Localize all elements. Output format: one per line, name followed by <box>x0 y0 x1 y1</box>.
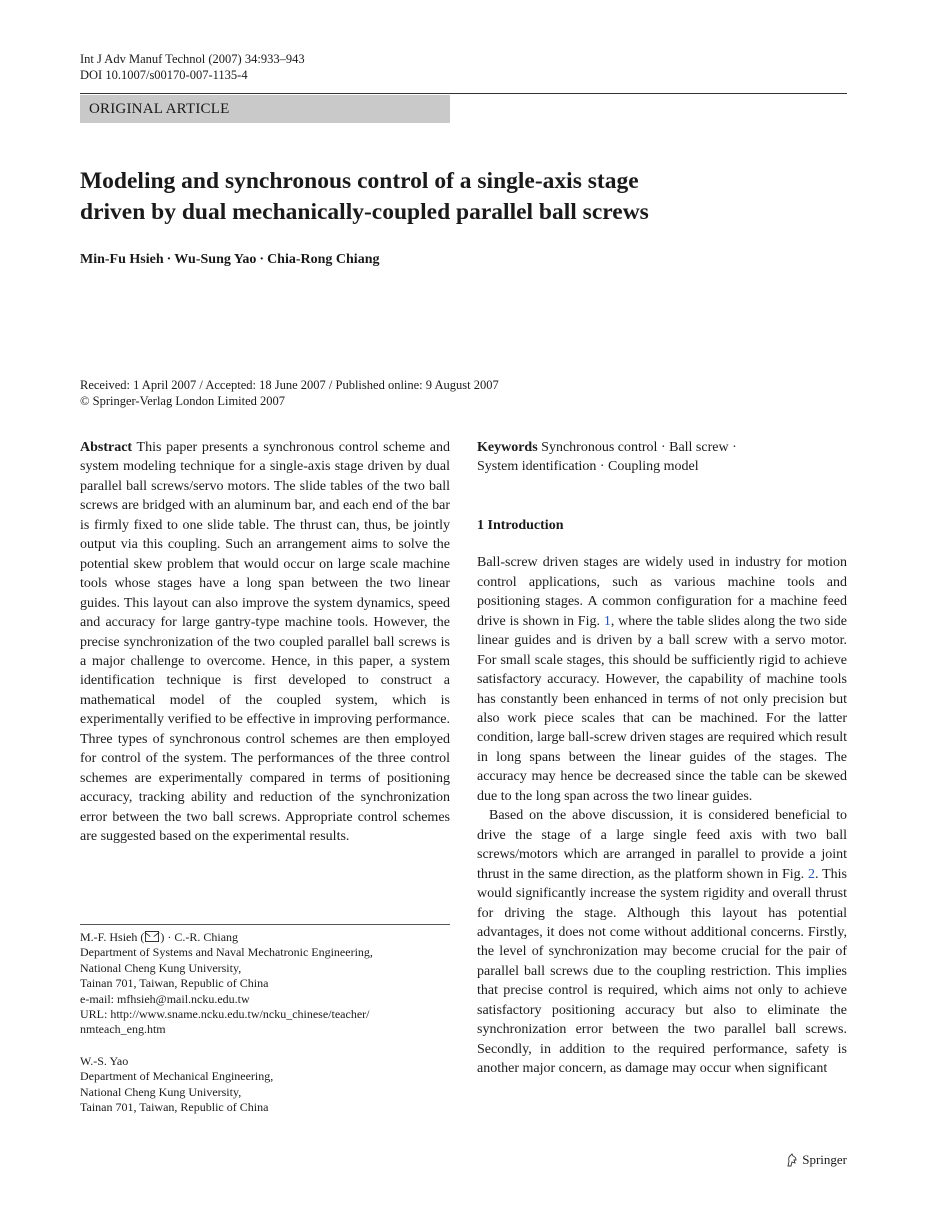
email-line[interactable]: e-mail: mfhsieh@mail.ncku.edu.tw <box>80 991 250 1006</box>
title-line-2: driven by dual mechanically-coupled parallel ball screws <box>80 199 649 225</box>
keywords-line-2: System identification · Coupling model <box>477 459 699 475</box>
intro-paragraph-1 <box>477 553 847 806</box>
affiliation-1-names <box>80 930 450 945</box>
journal-line: Int J Adv Manuf Technol (2007) 34:933–943 <box>80 52 305 66</box>
publisher-footer <box>786 1152 847 1168</box>
intro-p1-text-b: , where the table slides along the two side linear guides and is driven by a ball screw with a servo motor. For small scale stages, this should be sufficiently rigid to achieve satisfactory accuracy. However, the capability of machine tools has constantly been enhanced in terms of not only precision but also work piece scales that can be machined. For the latter condition, large ball-screw driven stages are required which result in long spans between the linear guides of the stages. The accuracy may hence be decreased since the table can be skewed due to the long span across the two linear guides. <box>477 613 847 804</box>
author-separator: · <box>259 252 265 267</box>
url-line-continued[interactable]: nmteach_eng.htm <box>80 1022 166 1037</box>
doi-line: DOI 10.1007/s00170-007-1135-4 <box>80 68 248 82</box>
affiliation-line: Department of Mechanical Engineering, <box>80 1069 274 1084</box>
paper-title <box>80 166 847 228</box>
author-name: Min-Fu Hsieh <box>80 252 164 267</box>
author-separator: · <box>166 252 172 267</box>
figure-2-link[interactable]: 2 <box>808 866 815 882</box>
figure-1-link[interactable]: 1 <box>603 613 611 629</box>
intro-p2-text-a: Based on the above discussion, it is considered beneficial to drive the stage of a large single feed axis with two ball screws/motors which are arranged in parallel to provide a joint thrust in the same direction, as the platform shown in Fig. <box>477 808 847 882</box>
affiliation-1-name-b: ) · C.-R. Chiang <box>160 930 239 944</box>
affiliation-2 <box>80 1054 450 1116</box>
author-name: Chia-Rong Chiang <box>267 252 380 267</box>
section-heading-introduction: 1 Introduction <box>477 517 564 533</box>
affiliation-1 <box>80 930 450 1038</box>
author-name: Wu-Sung Yao <box>174 252 257 267</box>
intro-p1-text-a: Ball-screw driven stages are widely used in industry for motion control applications, such as various machine tools and positioning stages. A common configuration for a machine feed drive is shown in Fig. <box>477 555 847 629</box>
copyright-text: Springer-Verlag London Limited 2007 <box>92 394 286 408</box>
abstract-label: Abstract <box>80 440 133 455</box>
author-list <box>80 252 379 268</box>
keywords-line-1: Synchronous control · Ball screw · <box>541 440 737 455</box>
article-type-banner: ORIGINAL ARTICLE <box>80 95 450 123</box>
copyright-line <box>80 393 499 409</box>
title-line-1: Modeling and synchronous control of a single-axis stage <box>80 168 639 194</box>
abstract-column <box>80 438 450 847</box>
intro-paragraph-2 <box>477 806 847 1078</box>
affiliation-line: Department of Systems and Naval Mechatronic Engineering, <box>80 945 373 960</box>
abstract-text: This paper presents a synchronous control scheme and system modeling technique for a single-axis stage driven by dual parallel ball screws/servo motors. The slide tables of the two ball screws are bridged with an aluminum bar, and each end of the bar is firmly fixed to one slide table. The thrust can, thus, be jointly output via this coupling. Such an arrangement aims to solve the potential skew problem that would occur on large scale machine tools whose stages have a long span between the two linear guides. This layout can also improve the system dynamics, speed and accuracy for large gantry-type machine tools. However, the precise synchronization of the two coupled parallel ball screws is a major challenge to overcome. Hence, in this paper, a system identification technique is first developed to construct a mathematical model of the coupled system, which is experimentally verified to be effective in improving performance. Three types of synchronous control schemes are then employed for control of the system. The performances of the three control schemes are experimentally compared in terms of positioning accuracy, tracking ability and reduction of the synchronization error between the two ball screws. Appropriate control schemes are suggested based on the experimental results. <box>80 440 450 845</box>
journal-citation <box>80 51 305 83</box>
publication-dates <box>80 377 499 409</box>
affiliation-1-name-a: M.-F. Hsieh ( <box>80 930 145 944</box>
affiliation-line: Tainan 701, Taiwan, Republic of China <box>80 1100 269 1115</box>
affiliation-2-name: W.-S. Yao <box>80 1054 129 1068</box>
dates-line: Received: 1 April 2007 / Accepted: 18 June 2007 / Published online: 9 August 2007 <box>80 378 499 392</box>
intro-p2-text-b: . This would significantly increase the system rigidity and overall thrust for driving the stage. Although this layout has potential advantages, it does not come without additional concerns. Firstly, the level of synchronization may become crucial for the pair of parallel ball screws due to the coupling restriction. This implies that precise control is required, which aims not only to achieve satisfactory positioning accuracy but also to eliminate the synchronization error between the two parallel ball screws. Secondly, in addition to the required performance, safety is another major concern, as damage may occur when significant <box>477 866 847 1077</box>
keywords <box>477 438 847 477</box>
header-rule <box>80 93 847 94</box>
springer-logo-icon <box>786 1153 798 1167</box>
publisher-name: Springer <box>802 1152 847 1167</box>
keywords-label: Keywords <box>477 440 538 455</box>
affiliation-line: National Cheng Kung University, <box>80 1084 242 1099</box>
copyright-icon: © <box>80 394 90 408</box>
envelope-icon[interactable] <box>145 931 159 942</box>
abstract <box>80 438 450 847</box>
intro-column <box>477 438 847 1079</box>
affiliation-line: National Cheng Kung University, <box>80 960 242 975</box>
url-line[interactable]: URL: http://www.sname.ncku.edu.tw/ncku_chinese/teacher/ <box>80 1007 370 1022</box>
affiliation-line: Tainan 701, Taiwan, Republic of China <box>80 976 269 991</box>
footnote-rule <box>80 924 450 925</box>
